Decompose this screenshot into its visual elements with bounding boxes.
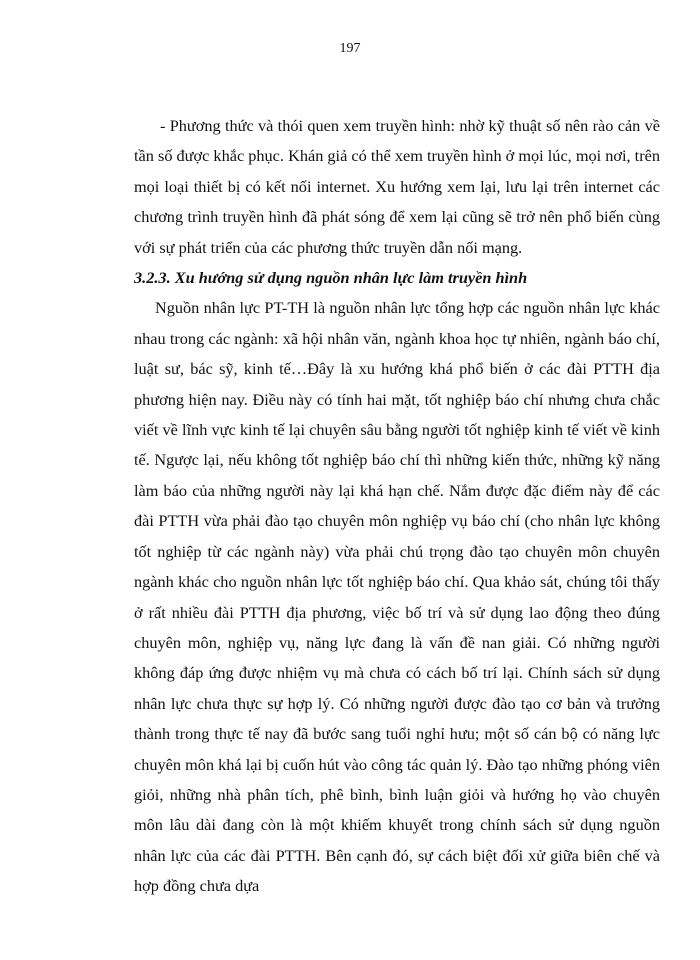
document-body <box>134 111 660 902</box>
paragraph-viewing-habits: - Phương thức và thói quen xem truyền hình: nhờ kỹ thuật số nên rào cản về tần số được khắc phục. Khán giả có thể xem truyền hình ở mọi lúc, mọi nơi, trên mọi loại thiết bị có kết nối internet. Xu hướng xem lại, lưu lại trên internet các chương trình truyền hình đã phát sóng để xem lại cũng sẽ trở nên phổ biến cùng với sự phát triển của các phương thức truyền dẫn nối mạng. <box>134 116 660 257</box>
page-number: 197 <box>339 41 361 56</box>
section-heading: 3.2.3. Xu hướng sử dụng nguồn nhân lực làm truyền hình <box>134 268 528 288</box>
paragraph-human-resources: Nguồn nhân lực PT-TH là nguồn nhân lực tổng hợp các nguồn nhân lực khác nhau trong các ngành: xã hội nhân văn, ngành khoa học tự nhiên, ngành báo chí, luật sư, bác sỹ, kinh tế…Đây là xu hướng khá phổ biến ở các đài PTTH địa phương hiện nay. Điều này có tính hai mặt, tốt nghiệp báo chí nhưng chưa chắc viết về lĩnh vực kinh tế lại chuyên sâu bằng người tốt nghiệp kinh tế viết về kinh tế. Ngược lại, nếu không tốt nghiệp báo chí thì những kiến thức, những kỹ năng làm báo của những người này lại khá hạn chế. Nắm được đặc điểm này để các đài PTTH vừa phải đào tạo chuyên môn nghiệp vụ báo chí (cho nhân lực không tốt nghiệp từ các ngành này) vừa phải chú trọng đào tạo chuyên môn chuyên ngành khác cho nguồn nhân lực tốt nghiệp báo chí. Qua khảo sát, chúng tôi thấy ở rất nhiều đài PTTH địa phương, việc bố trí và sử dụng lao động theo đúng chuyên môn, nghiệp vụ, năng lực đang là vấn đề nan giải. Có những người không đáp ứng được nhiệm vụ mà chưa có cách bố trí lại. Chính sách sử dụng nhân lực chưa thực sự hợp lý. Có những người được đào tạo cơ bản và trưởng thành trong thực tế nay đã bước sang tuổi nghỉ hưu; một số cán bộ có năng lực chuyên môn khá lại bị cuốn hút vào công tác quản lý. Đào tạo những phóng viên giỏi, những nhà phân tích, phê bình, bình luận giỏi và hướng họ vào chuyên môn lâu dài đang còn là một khiếm khuyết trong chính sách sử dụng nguồn nhân lực của các đài PTTH. Bên cạnh đó, sự cách biệt đối xử giữa biên chế và hợp đồng chưa dựa <box>134 298 660 896</box>
